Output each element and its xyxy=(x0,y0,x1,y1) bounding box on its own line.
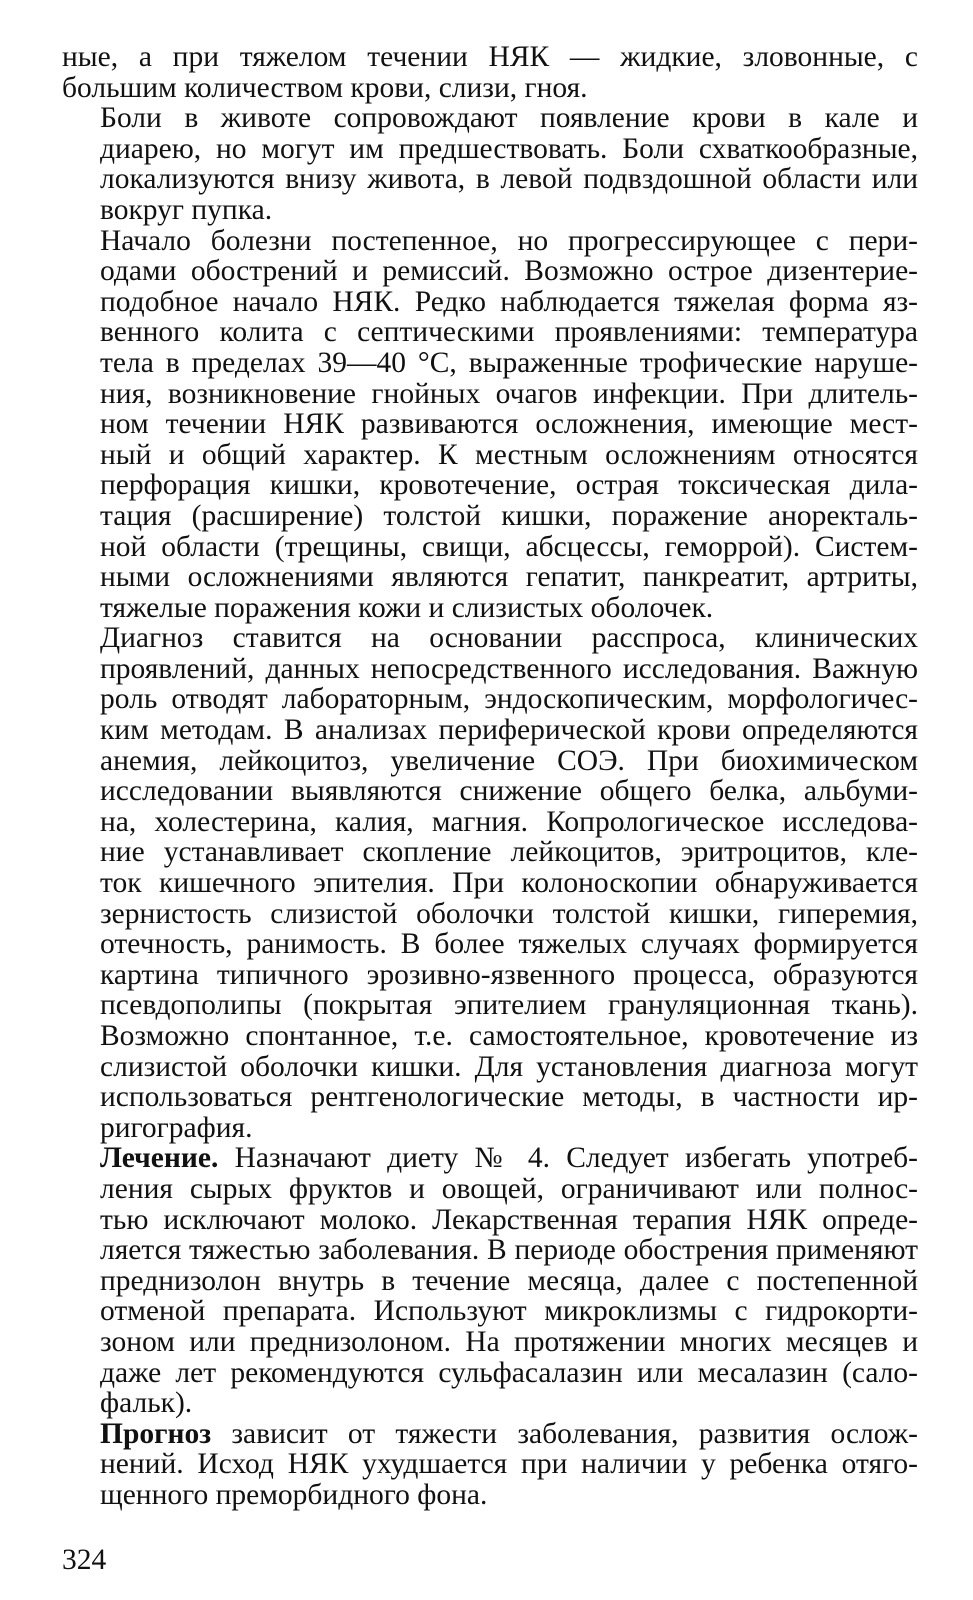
text-line: локализуются внизу живота, в левой подвздошной области или xyxy=(100,163,918,196)
text-line: преднизолон внутрь в течение месяца, далее с постепенной xyxy=(100,1264,918,1297)
text-line: тью исключают молоко. Лекарственная терапия НЯК опреде- xyxy=(100,1203,918,1236)
text-line: картина типичного эрозивно-язвенного процесса, образуются xyxy=(100,958,918,991)
text-line: большим количеством крови, слизи, гноя. xyxy=(62,71,588,104)
text-line xyxy=(62,1419,918,1450)
paragraph-1 xyxy=(62,103,918,225)
text-line: Начало болезни постепенное, но прогрессирующее с пери- xyxy=(100,224,918,257)
text-line: фальк). xyxy=(100,1387,193,1420)
text-line: исследовании выявляются снижение общего белка, альбуми- xyxy=(100,775,918,808)
text-line: вокруг пупка. xyxy=(100,193,273,226)
text-line: ными осложнениями являются гепатит, панкреатит, артриты, xyxy=(100,561,918,594)
text-line: Возможно спонтанное, т.е. самостоятельное, кровотечение из xyxy=(100,1020,918,1052)
text-line: Диагноз ставится на основании расспроса, клинических xyxy=(100,622,918,655)
text-line: на, холестерина, калия, магния. Копрологическое исследова- xyxy=(100,805,918,838)
text-line: тация (расширение) толстой кишки, поражение аноректаль- xyxy=(100,499,918,532)
section-heading-treatment: Лечение. xyxy=(100,1142,219,1175)
paragraph-0 xyxy=(62,42,918,103)
text-line: ния, возникновение гнойных очагов инфекции. При длитель- xyxy=(100,377,918,410)
text-line: диарею, но могут им предшествовать. Боли схваткообразные, xyxy=(100,132,918,165)
text-line: зоном или преднизолоном. На протяжении многих месяцев и xyxy=(100,1325,918,1358)
text-run: зависит от тяжести заболевания, развития ослож- xyxy=(211,1417,918,1450)
text-line: ном течении НЯК развиваются осложнения, имеющие мест- xyxy=(100,408,918,441)
page-body xyxy=(62,42,918,1511)
text-line: тяжелые поражения кожи и слизистых оболочек. xyxy=(100,591,714,624)
text-line: венного колита с септическими проявлениями: температура xyxy=(100,316,918,349)
paragraph-2 xyxy=(62,226,918,624)
section-heading-prognosis: Прогноз xyxy=(100,1417,212,1450)
text-line: псевдополипы (покрытая эпителием грануляционная ткань). xyxy=(100,989,918,1022)
text-line: анемия, лейкоцитоз, увеличение СОЭ. При биохимическом xyxy=(100,744,918,777)
text-line: ние устанавливает скопление лейкоцитов, эритроцитов, кле- xyxy=(100,836,918,869)
text-line: подобное начало НЯК. Редко наблюдается тяжелая форма яз- xyxy=(100,285,918,318)
text-line: щенного преморбидного фона. xyxy=(100,1478,488,1511)
paragraph-3 xyxy=(62,623,918,1143)
text-line: роль отводят лабораторным, эндоскопическим, морфологичес- xyxy=(100,683,918,716)
page-number: 324 xyxy=(62,1544,107,1576)
paragraph-treatment xyxy=(62,1143,918,1418)
text-line: перфорация кишки, кровотечение, острая токсическая дила- xyxy=(100,469,918,502)
text-line: использоваться рентгенологические методы, в частности ир- xyxy=(100,1081,918,1114)
text-line: ные, а при тяжелом течении НЯК — жидкие, зловонные, с xyxy=(62,41,918,73)
text-line: ления сырых фруктов и овощей, ограничивают или полнос- xyxy=(100,1172,918,1205)
text-line: ким методам. В анализах периферической крови определяются xyxy=(100,714,918,747)
text-line: проявлений, данных непосредственного исследования. Важную xyxy=(100,652,918,685)
text-line: Боли в животе сопровождают появление крови в кале и xyxy=(100,102,918,135)
text-line: тела в пределах 39—40 °С, выраженные трофические наруше- xyxy=(100,346,918,379)
text-line: ригография. xyxy=(100,1111,253,1144)
text-line: ток кишечного эпителия. При колоноскопии обнаруживается xyxy=(100,867,918,900)
text-line: зернистость слизистой оболочки толстой кишки, гиперемия, xyxy=(100,897,918,930)
text-line: отменой препарата. Используют микроклизмы с гидрокорти- xyxy=(100,1295,918,1328)
text-line: отечность, ранимость. В более тяжелых случаях формируется xyxy=(100,928,918,961)
text-line: одами обострений и ремиссий. Возможно острое дизентерие- xyxy=(100,255,918,288)
text-line: нений. Исход НЯК ухудшается при наличии у ребенка отяго- xyxy=(100,1448,918,1481)
text-line: ной области (трещины, свищи, абсцессы, геморрой). Систем- xyxy=(100,530,918,563)
text-line: даже лет рекомендуются сульфасалазин или месалазин (сало- xyxy=(100,1356,918,1389)
text-line xyxy=(62,1143,918,1174)
text-run: Назначают диету № 4. Следует избегать употреб- xyxy=(218,1142,918,1175)
text-line: ный и общий характер. К местным осложнениям относятся xyxy=(100,438,918,471)
paragraph-prognosis xyxy=(62,1419,918,1511)
text-line: ляется тяжестью заболевания. В периоде обострения применяют xyxy=(100,1234,918,1267)
text-line: слизистой оболочки кишки. Для установления диагноза могут xyxy=(100,1050,918,1083)
